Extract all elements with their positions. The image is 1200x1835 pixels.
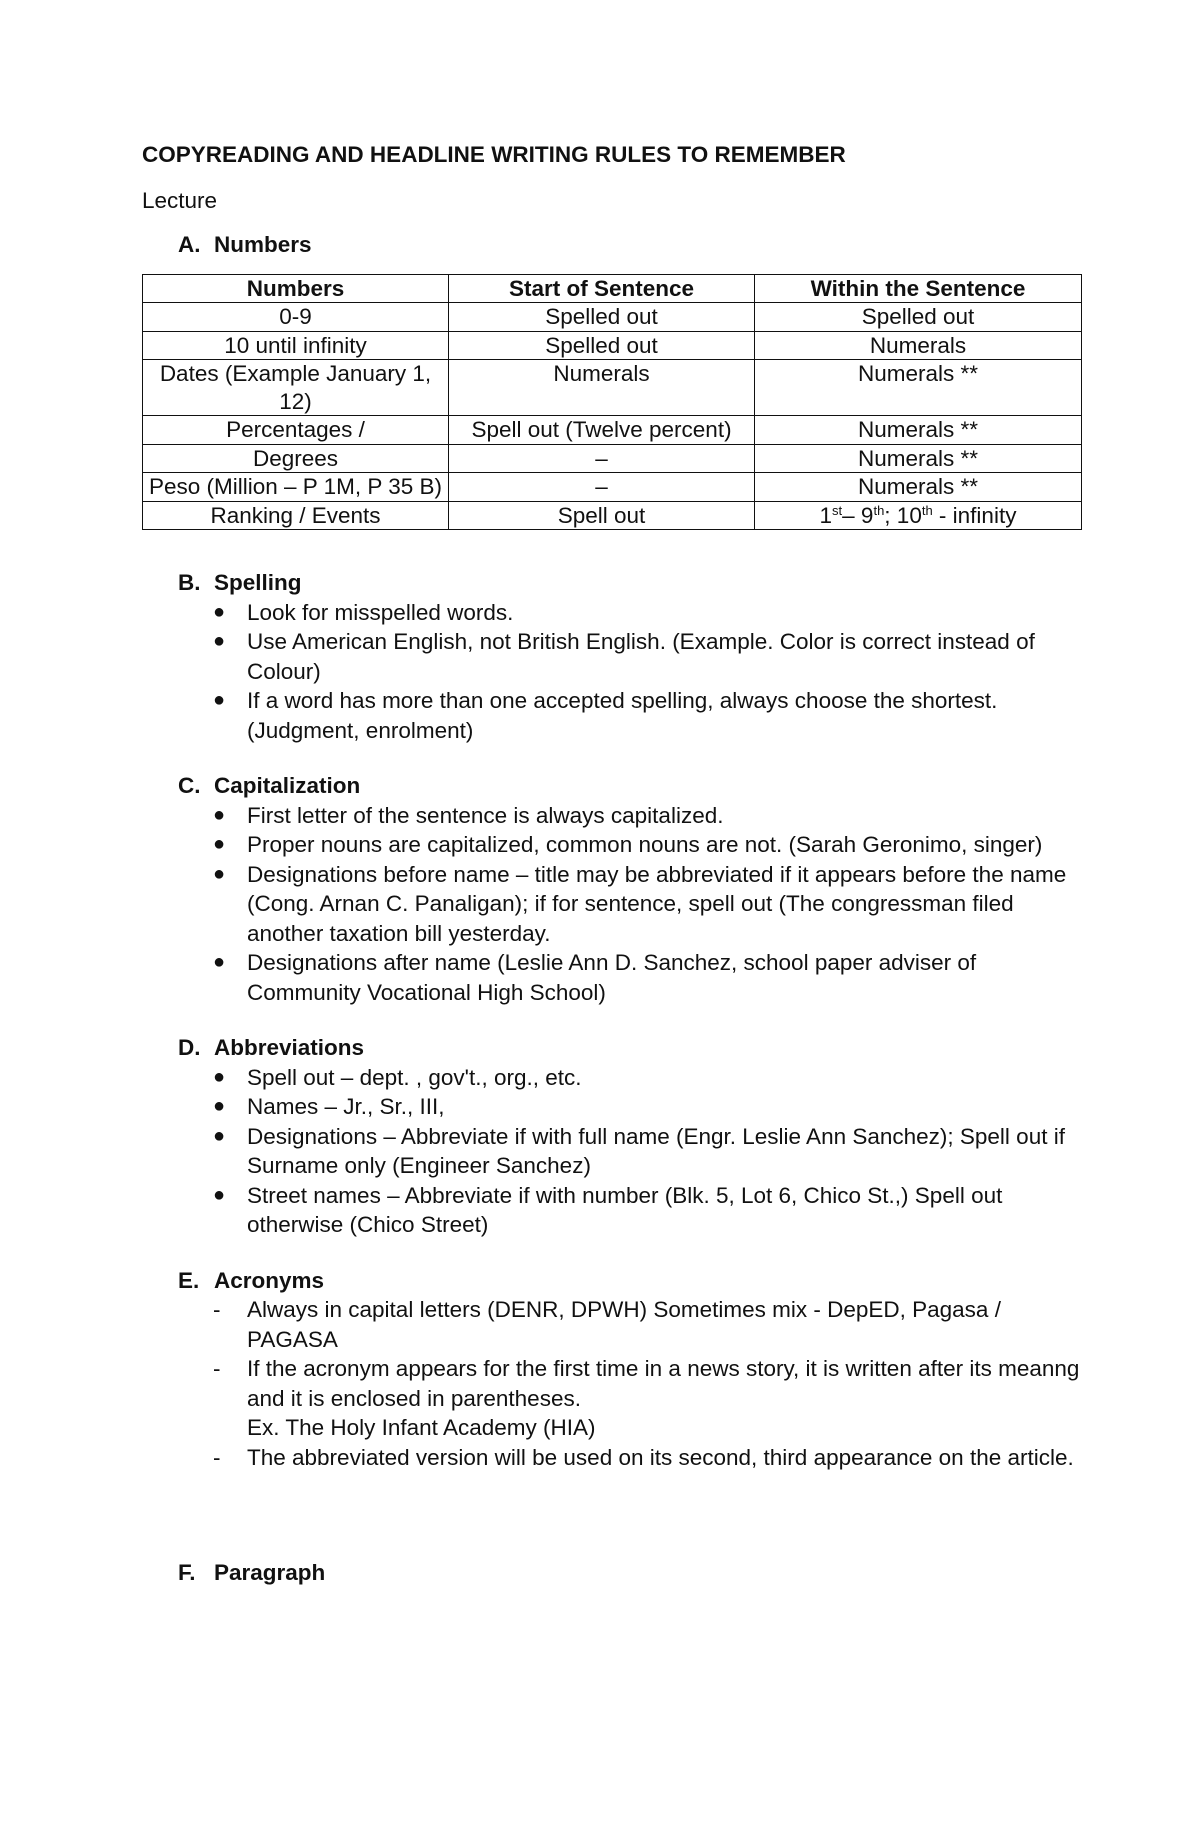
section-title: Capitalization <box>214 773 361 798</box>
bullet-icon: ● <box>213 600 226 623</box>
section-acronyms <box>142 1266 1082 1473</box>
list-item-text: Always in capital letters (DENR, DPWH) Sometimes mix - DepED, Pagasa / PAGASA <box>247 1297 1001 1352</box>
table-row <box>143 473 1082 502</box>
document-subtitle: Lecture <box>142 188 218 213</box>
list-item <box>213 1063 1082 1093</box>
list-item-text: The abbreviated version will be used on its second, third appearance on the article. <box>247 1444 1074 1470</box>
section-numbers <box>142 230 1082 530</box>
ranking-ninth: – 9 <box>842 502 874 528</box>
bullet-icon: ● <box>213 689 226 711</box>
list-item <box>213 830 1082 860</box>
bullet-icon: ● <box>213 951 226 973</box>
column-header-within: Within the Sentence <box>755 274 1082 303</box>
ranking-tenth: ; 10 <box>884 502 922 528</box>
table-cell: Numerals ** <box>755 473 1082 502</box>
section-capitalization <box>142 771 1082 1007</box>
list-item <box>213 1354 1082 1443</box>
list-item <box>213 1181 1082 1240</box>
list-item-text: Look for misspelled words. <box>247 599 514 625</box>
section-heading-capitalization <box>142 771 1082 801</box>
list-item-text: Designations – Abbreviate if with full name (Engr. Leslie Ann Sanchez); Spell out if Surname only (Engineer Sanchez) <box>247 1123 1065 1178</box>
section-heading-spelling <box>142 568 1082 598</box>
bullet-icon: ● <box>213 862 226 885</box>
table-cell: 0-9 <box>143 303 449 332</box>
list-item <box>213 860 1082 949</box>
table-cell: Spell out (Twelve percent) <box>449 416 755 445</box>
bullet-icon: ● <box>213 803 226 826</box>
table-header-row <box>143 274 1082 303</box>
table-cell: Spelled out <box>449 331 755 360</box>
section-title: Paragraph <box>214 1560 326 1585</box>
table-cell: Dates (Example January 1, 12) <box>143 360 449 416</box>
acronyms-list <box>142 1295 1082 1472</box>
ordinal-suffix: st <box>832 502 843 518</box>
spelling-list <box>142 598 1082 746</box>
section-title: Spelling <box>214 570 302 595</box>
ranking-first: 1 <box>819 502 833 528</box>
bullet-icon: ● <box>213 1095 226 1117</box>
dash-icon: - <box>213 1356 221 1381</box>
section-letter: E. <box>178 1267 200 1293</box>
table-cell: Numerals ** <box>755 360 1082 416</box>
table-row <box>143 303 1082 332</box>
list-item-text: First letter of the sentence is always capitalized. <box>247 802 724 828</box>
document-title: COPYREADING AND HEADLINE WRITING RULES TO REMEMBER <box>142 142 846 167</box>
table-cell: – <box>449 473 755 502</box>
list-item-text: Designations before name – title may be abbreviated if it appears before the name (Cong. Arnan C. Panaligan); if for sentence, spell out (The congressman filed another taxation bill yesterday. <box>247 861 1067 946</box>
table-row <box>143 360 1082 416</box>
list-item <box>213 1443 1082 1473</box>
dash-icon: - <box>213 1297 221 1322</box>
section-letter: C. <box>178 773 201 798</box>
table-cell: Numerals <box>755 331 1082 360</box>
list-item-text: Designations after name (Leslie Ann D. Sanchez, school paper adviser of Community Vocational High School) <box>247 950 977 1005</box>
capitalization-list <box>142 801 1082 1008</box>
list-item <box>213 598 1082 628</box>
section-letter: F. <box>178 1560 196 1585</box>
table-row <box>143 331 1082 360</box>
table-cell: – <box>449 444 755 473</box>
list-item <box>213 1092 1082 1122</box>
table-cell: Spelled out <box>449 303 755 332</box>
list-item <box>213 686 1082 745</box>
list-item <box>213 948 1082 1007</box>
section-heading-acronyms <box>142 1266 1082 1296</box>
table-cell: Peso (Million – P 1M, P 35 B) <box>143 473 449 502</box>
column-header-numbers: Numbers <box>143 274 449 303</box>
table-cell: Numerals <box>449 360 755 416</box>
section-letter: D. <box>178 1035 201 1060</box>
table-cell: Ranking / Events <box>143 501 449 530</box>
dash-icon: - <box>213 1444 221 1470</box>
section-letter: B. <box>178 570 201 595</box>
table-row <box>143 416 1082 445</box>
section-heading-numbers <box>142 230 1082 260</box>
document-page <box>142 140 1082 1588</box>
acronym-example: Ex. The Holy Infant Academy (HIA) <box>247 1415 596 1440</box>
list-item-text: Proper nouns are capitalized, common nouns are not. (Sarah Geronimo, singer) <box>247 832 1043 857</box>
section-title: Acronyms <box>214 1267 325 1293</box>
table-row <box>143 444 1082 473</box>
numbers-table <box>142 274 1082 531</box>
list-item-text: If the acronym appears for the first time in a news story, it is written after its meanng and it is enclosed in parentheses. <box>247 1356 1080 1411</box>
list-item <box>213 1122 1082 1181</box>
list-item-text: Spell out – dept. , gov't., org., etc. <box>247 1064 582 1090</box>
ordinal-suffix: th <box>921 502 933 518</box>
column-header-start: Start of Sentence <box>449 274 755 303</box>
abbreviations-list <box>142 1063 1082 1240</box>
bullet-icon: ● <box>213 630 226 652</box>
section-abbreviations <box>142 1033 1082 1240</box>
ranking-tail: - infinity <box>932 502 1017 528</box>
section-title: Abbreviations <box>214 1035 365 1060</box>
list-item-text: If a word has more than one accepted spelling, always choose the shortest. (Judgment, enrolment) <box>247 688 998 743</box>
section-heading-abbreviations <box>142 1033 1082 1063</box>
bullet-icon: ● <box>213 1183 226 1206</box>
table-cell: Degrees <box>143 444 449 473</box>
list-item <box>213 801 1082 831</box>
ordinal-suffix: th <box>873 502 885 518</box>
table-cell: Spell out <box>449 501 755 530</box>
bullet-icon: ● <box>213 1124 226 1147</box>
table-row <box>143 501 1082 530</box>
list-item-text: Use American English, not British English. (Example. Color is correct instead of Colour) <box>247 629 1035 684</box>
list-item-text: Names – Jr., Sr., III, <box>247 1094 445 1119</box>
list-item <box>213 627 1082 686</box>
section-letter: A. <box>178 232 201 257</box>
section-spelling <box>142 568 1082 745</box>
section-heading-paragraph <box>142 1558 1082 1588</box>
list-item <box>213 1295 1082 1354</box>
bullet-icon: ● <box>213 833 226 855</box>
table-cell: Percentages / <box>143 416 449 445</box>
table-cell-ranking <box>755 501 1082 530</box>
section-title: Numbers <box>214 232 312 257</box>
table-cell: Numerals ** <box>755 416 1082 445</box>
bullet-icon: ● <box>213 1065 226 1088</box>
table-cell: Numerals ** <box>755 444 1082 473</box>
table-cell: 10 until infinity <box>143 331 449 360</box>
section-paragraph <box>142 1558 1082 1588</box>
table-cell: Spelled out <box>755 303 1082 332</box>
list-item-text: Street names – Abbreviate if with number (Blk. 5, Lot 6, Chico St.,) Spell out otherwise (Chico Street) <box>247 1182 1003 1237</box>
